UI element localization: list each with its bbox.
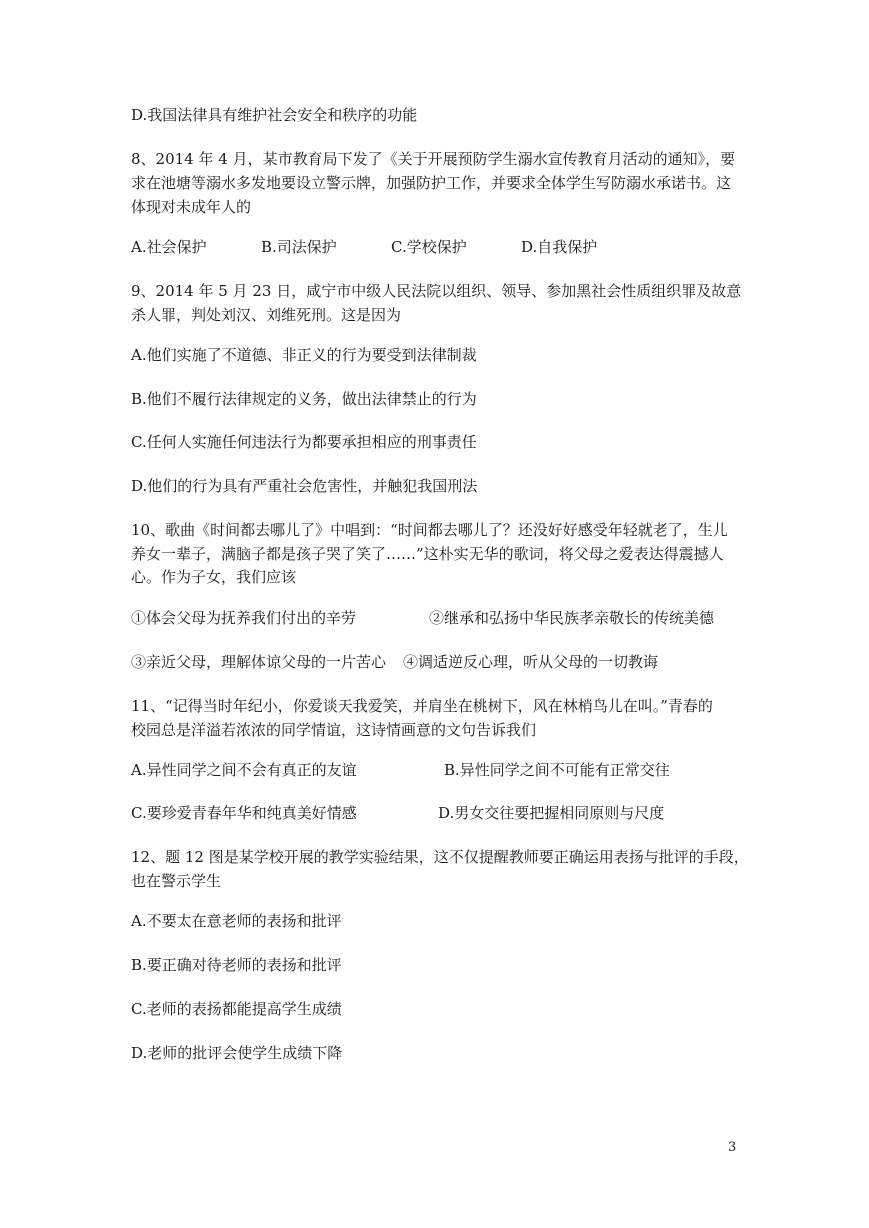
q11-option-d: D.男女交往要把握相同原则与尺度 (438, 804, 665, 822)
q10-choices-row-1 (131, 607, 741, 629)
q9-option-b: B.他们不履行法律规定的义务，做出法律禁止的行为 (131, 390, 477, 408)
q12-option-d: D.老师的批评会使学生成绩下降 (131, 1044, 343, 1062)
q8-option-a: A.社会保护 (131, 238, 207, 256)
q10-choice-3: ③亲近父母，理解体谅父母的一片苦心 (131, 653, 387, 671)
q11-stem-line-2: 校园总是洋溢若浓浓的同学情谊，这诗情画意的文句告诉我们 (131, 721, 537, 739)
q10-choice-2: ②继承和弘扬中华民族孝亲敬长的传统美德 (429, 609, 715, 627)
q12-option-b: B.要正确对待老师的表扬和批评 (131, 956, 342, 974)
q8-stem-line-3: 体现对未成年人的 (131, 198, 252, 216)
q12-stem-line-2: 也在警示学生 (131, 872, 222, 890)
q11-stem-line-1: 11、“记得当时年纪小，你爱谈天我爱笑，并肩坐在桃树下，风在林梢鸟儿在叫。”青春的 (131, 697, 713, 715)
q8-stem-line-2: 求在池塘等溺水多发地要设立警示牌，加强防护工作，并要求全体学生写防溺水承诺书。这 (131, 174, 732, 192)
q11-option-a: A.异性同学之间不会有真正的友谊 (131, 761, 357, 779)
q8-option-d: D.自我保护 (521, 238, 598, 256)
q10-stem-line-3: 心。作为子女，我们应该 (131, 568, 297, 586)
q11-options-row-2 (131, 802, 741, 824)
q8-stem-line-1: 8、2014 年 4 月，某市教育局下发了《关于开展预防学生溺水宣传教育月活动的通知》，要 (131, 150, 736, 168)
page-number: 3 (728, 1140, 737, 1155)
q11-option-c: C.要珍爱青春年华和纯真美好情感 (131, 804, 357, 822)
q9-option-c: C.任何人实施任何违法行为都要承担相应的刑事责任 (131, 433, 477, 451)
q12-option-a: A.不要太在意老师的表扬和批评 (131, 912, 342, 930)
q9-option-a: A.他们实施了不道德、非正义的行为要受到法律制裁 (131, 346, 477, 364)
q9-stem-line-1: 9、2014 年 5 月 23 日，咸宁市中级人民法院以组织、领导、参加黑社会性质组织罪及故意 (131, 282, 742, 300)
q10-stem-line-1: 10、歌曲《时间都去哪儿了》中唱到：“时间都去哪儿了？还没好好感受年轻就老了，生儿 (131, 521, 728, 539)
q10-choice-4: ④调适逆反心理，听从父母的一切教诲 (403, 653, 659, 671)
q9-option-d: D.他们的行为具有严重社会危害性，并触犯我国刑法 (131, 477, 478, 495)
q9-stem-line-2: 杀人罪，判处刘汉、刘维死刑。这是因为 (131, 306, 402, 324)
q12-stem-line-1: 12、题 12 图是某学校开展的教学实验结果，这不仅提醒教师要正确运用表扬与批评的手段， (131, 848, 749, 866)
q8-option-b: B.司法保护 (261, 238, 337, 256)
q8-options (131, 236, 741, 258)
q12-option-c: C.老师的表扬都能提高学生成绩 (131, 1000, 342, 1018)
q8-option-c: C.学校保护 (391, 238, 467, 256)
q10-choices-row-2 (131, 651, 741, 673)
q10-choice-1: ①体会父母为抚养我们付出的辛劳 (131, 609, 357, 627)
q7-option-d: D.我国法律具有维护社会安全和秩序的功能 (131, 106, 418, 124)
q11-options-row-1 (131, 759, 741, 781)
q10-stem-line-2: 养女一辈子，满脑子都是孩子哭了笑了……”这朴实无华的歌词，将父母之爱表达得震撼人 (131, 545, 724, 563)
q11-option-b: B.异性同学之间不可能有正常交往 (444, 761, 670, 779)
